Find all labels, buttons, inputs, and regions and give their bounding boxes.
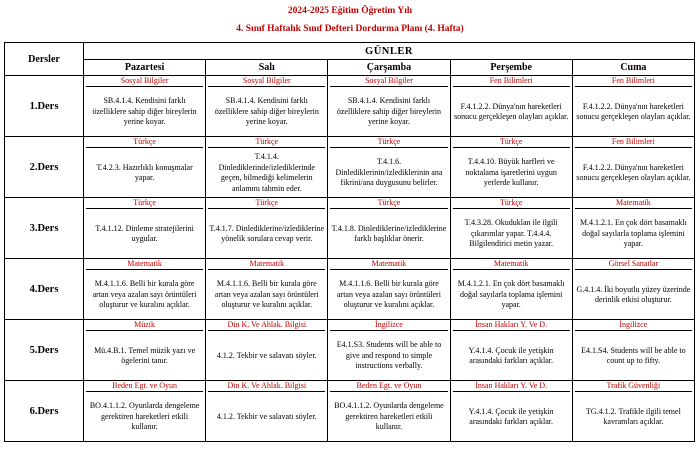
subject-label: Müzik [86,320,203,331]
subject-label: Matematik [330,259,447,270]
dersler-header: Dersler [5,43,84,76]
outcome-text: M.4.1.1.6. Belli bir kurala göre artan veya azalan sayı örüntüleri oluşturur ve kuralını açıklar. [336,279,441,310]
outcome-text: SB.4.1.4. Kendisini farklı özelliklere sahip diğer bireylerin yerine koyar. [92,96,197,127]
weekly-plan-table [4,42,695,442]
lesson-cell [328,259,450,320]
subject-label: Türkçe [330,137,447,148]
lesson-cell [328,76,450,137]
lesson-cell [450,381,572,442]
outcome-text: SB.4.1.4. Kendisini farklı özelliklere sahip diğer bireylerin yerine koyar. [214,96,319,127]
subject-label: Sosyal Bilgiler [330,76,447,87]
subject-label: Matematik [453,259,570,270]
subject-label: Fen Bilimleri [575,76,692,87]
table-row [5,137,695,198]
subject-label: Türkçe [208,137,325,148]
outcome-text: M.4.1.2.1. En çok dört basamaklı doğal sayılarla toplama işlemini yapar. [579,218,687,249]
outcome-text: TG.4.1.2. Trafikle ilgili temel kavramları açıklar. [585,406,681,426]
lesson-cell [84,381,206,442]
day-header-pazartesi: Pazartesi [84,60,206,76]
outcome-text: M.4.1.1.6. Belli bir kurala göre artan veya azalan sayı örüntüleri oluşturur ve kuralını açıklar. [214,279,319,310]
outcome-text: E4.1.S3. Students will be able to give and respond to simple instructions verbally. [336,340,442,371]
lesson-label: 1.Ders [5,76,84,137]
document-title-year: 2024-2025 Eğitim Öğretim Yılı [287,6,413,16]
outcome-text: 4.1.2. Tekbir ve salavatı söyler. [216,411,317,421]
outcome-text: F.4.1.2.2. Dünya'nın hareketleri sonucu gerçekleşen olayları açıklar. [576,101,691,121]
outcome-text: E4.1.S4. Students will be able to count up to fifty. [581,345,686,365]
subject-label: Din K. Ve Ahlak. Bilgisi [208,320,325,331]
subject-label: İnsan Hakları Y. Ve D. [453,381,570,392]
subject-label: Türkçe [330,198,447,209]
outcome-text: 4.1.2. Tekbir ve salavatı söyler. [216,350,317,360]
lesson-cell [572,76,694,137]
table-row [5,381,695,442]
outcome-text: T.4.1.7. Dinlediklerine/izlediklerine yönelik sorulara cevap verir. [209,223,325,243]
lesson-cell [328,198,450,259]
outcome-text: M.4.1.1.6. Belli bir kurala göre artan veya azalan sayı örüntüleri oluşturur ve kuralını açıklar. [92,279,197,310]
outcome-text: T.4.1.8. Dinlediklerine/izlediklerine farklı başlıklar önerir. [331,223,447,243]
lesson-cell [450,198,572,259]
day-header-persembe: Perşembe [450,60,572,76]
subject-label: Matematik [208,259,325,270]
document-title-plan: 4. Sınıf Haftalık Sınıf Defteri Dordurma Planı (4. Hafta) [236,24,464,34]
outcome-text: T.4.3.28. Okuduklan ile ilgili çıkarımlar yapar. T.4.4.4. Bilgilendirici metin yazar. [464,218,558,249]
subject-label: Matematik [575,198,692,209]
outcome-text: F.4.1.2.2. Dünya'nın hareketleri sonucu gerçekleşen olayları açıklar. [454,101,569,121]
subject-label: Türkçe [453,198,570,209]
outcome-text: Y.4.1.4. Çocuk ile yetişkin arasındaki farkları açıklar. [468,345,554,365]
table-row [5,198,695,259]
outcome-text: M.4.1.2.1. En çok dört basamaklı doğal sayılarla toplama işlemini yapar. [457,279,565,310]
lesson-label: 2.Ders [5,137,84,198]
outcome-text: T.4.4.10. Büyük harfleri ve noktalama işaretlerini uygun yerlerde kullanır. [465,157,557,188]
subject-label: İngilizce [575,320,692,331]
outcome-text: T.4.1.12. Dinleme stratejilerini uygular. [95,223,194,243]
lesson-cell [328,137,450,198]
day-header-cuma: Cuma [572,60,694,76]
lesson-cell [450,137,572,198]
lesson-cell [328,381,450,442]
lesson-cell [328,320,450,381]
lesson-cell [206,137,328,198]
lesson-cell [206,259,328,320]
outcome-text: Y.4.1.4. Çocuk ile yetişkin arasındaki farkları açıklar. [468,406,554,426]
subject-label: Türkçe [453,137,570,148]
lesson-cell [84,320,206,381]
lesson-cell [206,381,328,442]
lesson-label: 6.Ders [5,381,84,442]
outcome-text: Mü.4.B.1. Temel müzik yazı ve ögelerini tanır. [94,345,196,365]
gunler-header: GÜNLER [84,43,695,60]
subject-label: Fen Bilimleri [453,76,570,87]
lesson-cell [572,320,694,381]
subject-label: Din K. Ve Ahlak. Bilgisi [208,381,325,392]
outcome-text: BO.4.1.1.2. Oyunlarda dengeleme gerektiren hareketleri etkili kullanır. [89,401,200,432]
lesson-cell [84,76,206,137]
subject-label: Fen Bilimleri [575,137,692,148]
subject-label: Türkçe [86,198,203,209]
lesson-label: 4.Ders [5,259,84,320]
outcome-text: G.4.1.4. İki boyutlu yüzey üzerinde derinlik etkisi oluşturur. [576,284,691,304]
lesson-cell [84,259,206,320]
lesson-label: 3.Ders [5,198,84,259]
subject-label: Türkçe [208,198,325,209]
subject-label: Sosyal Bilgiler [208,76,325,87]
subject-label: Trafik Güvenliği [575,381,692,392]
subject-label: İnsan Hakları Y. Ve D. [453,320,570,331]
subject-label: İngilizce [330,320,447,331]
subject-label: Beden Egt. ve Oyun [86,381,203,392]
lesson-label: 5.Ders [5,320,84,381]
table-row [5,76,695,137]
lesson-cell [450,259,572,320]
lesson-cell [84,198,206,259]
outcome-text: SB.4.1.4. Kendisini farklı özelliklere sahip diğer bireylerin yerine koyar. [336,96,442,127]
subject-label: Görsel Sanatlar [575,259,692,270]
table-row [5,320,695,381]
lesson-cell [572,198,694,259]
outcome-text: BO.4.1.1.2. Oyunlarda dengeleme gerektiren hareketleri etkili kullanır. [334,401,444,432]
subject-label: Türkçe [86,137,203,148]
lesson-cell [206,320,328,381]
lesson-cell [206,76,328,137]
lesson-cell [572,137,694,198]
lesson-cell [450,76,572,137]
lesson-cell [450,320,572,381]
outcome-text: F.4.1.2.2. Dünya'nın hareketleri sonucu gerçekleşen olayları açıklar. [576,162,691,182]
lesson-cell [572,259,694,320]
day-header-sali: Salı [206,60,328,76]
subject-label: Sosyal Bilgiler [86,76,203,87]
day-header-carsamba: Çarşamba [328,60,450,76]
lesson-cell [206,198,328,259]
outcome-text: T.4.1.4. Dinlediklerinde/izlediklerinde geçen, bilmediği kelimelerin anlamını tahmin eder. [218,152,315,193]
outcome-text: T.4.1.6. Dinlediklerinin/izlediklerinin ana fikrini/ana duygusunu belirler. [335,157,443,188]
outcome-text: T.4.2.3. Hazırlıklı konuşmalar yapar. [96,162,193,182]
lesson-cell [84,137,206,198]
lesson-cell [572,381,694,442]
subject-label: Beden Egt. ve Oyun [330,381,447,392]
table-row [5,259,695,320]
plan-body [5,76,695,442]
subject-label: Matematik [86,259,203,270]
